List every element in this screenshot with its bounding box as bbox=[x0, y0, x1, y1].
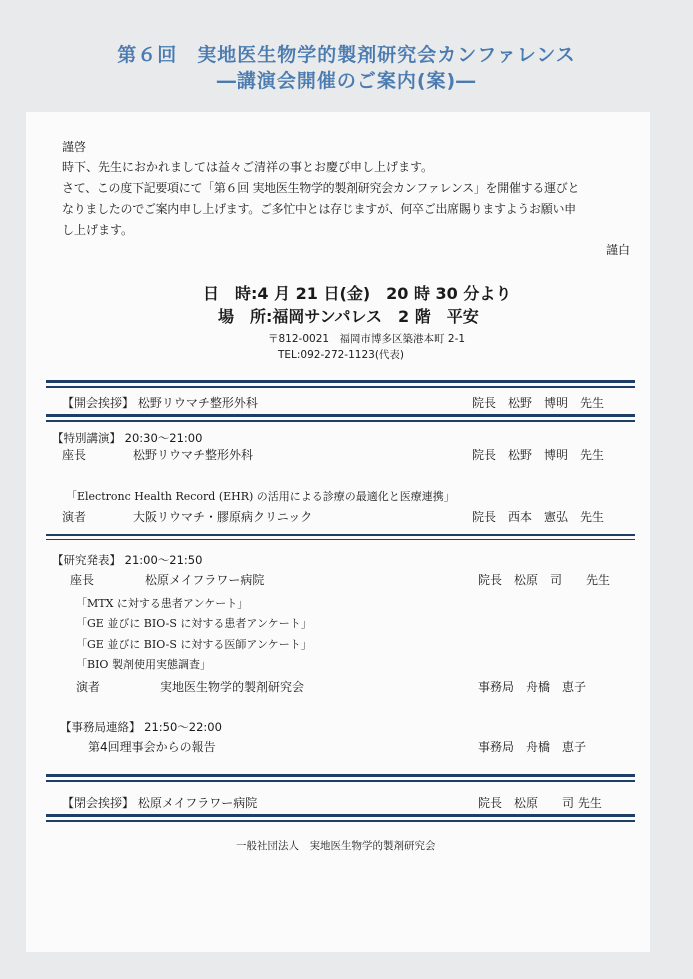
divider bbox=[46, 414, 635, 417]
special-topic: 「Electronc Health Record (EHR) の活用による診療の最適化と医療連携」 bbox=[66, 490, 455, 503]
special-chair-person: 院長 松野 博明 先生 bbox=[472, 448, 605, 462]
research-chair-org: 松原メイフラワー病院 bbox=[145, 573, 265, 587]
research-chair-person: 院長 松原 司 先生 bbox=[478, 573, 611, 587]
page-subtitle: ―講演会開催のご案内(案)― bbox=[216, 70, 477, 92]
letter-line: し上げます。 bbox=[62, 223, 134, 237]
opening-person: 院長 松野 博明 先生 bbox=[472, 396, 605, 410]
divider bbox=[46, 420, 635, 422]
divider bbox=[46, 534, 635, 536]
research-topic: 「GE 並びに BIO-S に対する医師アンケート」 bbox=[76, 638, 312, 651]
special-chair-role: 座長 bbox=[62, 448, 87, 462]
divider bbox=[46, 380, 635, 383]
letter-line: なりましたのでご案内申し上げます。ご多忙中とは存じますが、何卒ご出席賜りますようお願い申 bbox=[62, 202, 576, 216]
event-tel: TEL:092-272-1123(代表) bbox=[278, 349, 405, 361]
special-speaker-org: 大阪リウマチ・膠原病クリニック bbox=[133, 510, 313, 524]
special-speaker-role: 演者 bbox=[62, 510, 87, 524]
event-venue: 場 所:福岡サンパレス 2 階 平安 bbox=[218, 307, 479, 326]
research-topic: 「BIO 製剤使用実態調査」 bbox=[76, 658, 211, 671]
page-title: 第６回 実地医生物学的製剤研究会カンファレンス bbox=[117, 44, 576, 66]
special-chair-org: 松野リウマチ整形外科 bbox=[133, 448, 254, 462]
opening-label: 【開会挨拶】 松野リウマチ整形外科 bbox=[62, 396, 258, 410]
special-speaker-person: 院長 西本 憲弘 先生 bbox=[472, 510, 605, 524]
closing-label: 【閉会挨拶】 松原メイフラワー病院 bbox=[62, 796, 258, 810]
letter-line: 時下、先生におかれましては益々ご清祥の事とお慶び申し上げます。 bbox=[62, 160, 434, 174]
divider bbox=[46, 539, 635, 540]
divider bbox=[46, 780, 635, 782]
salutation: 謹啓 bbox=[62, 140, 87, 154]
office-item: 第4回理事会からの報告 bbox=[88, 740, 216, 754]
research-chair-role: 座長 bbox=[70, 573, 95, 587]
research-topic: 「GE 並びに BIO-S に対する患者アンケート」 bbox=[76, 617, 312, 630]
divider bbox=[46, 820, 635, 822]
event-datetime: 日 時:4 月 21 日(金) 20 時 30 分より bbox=[203, 284, 512, 303]
research-speaker-role: 演者 bbox=[76, 680, 101, 694]
research-speaker-person: 事務局 舟橋 恵子 bbox=[478, 680, 587, 694]
closing-salutation: 謹白 bbox=[606, 243, 631, 257]
document-page bbox=[26, 112, 650, 952]
letter-line: さて、この度下記要項にて「第６回 実地医生物学的製剤研究会カンファレンス」を開催する運びと bbox=[62, 181, 580, 195]
event-address: 〒812-0021 福岡市博多区築港本町 2-1 bbox=[268, 333, 466, 345]
footer-organization: 一般社団法人 実地医生物学的製剤研究会 bbox=[236, 840, 436, 852]
office-label: 【事務局連絡】 21:50～22:00 bbox=[60, 720, 222, 734]
research-label: 【研究発表】 21:00～21:50 bbox=[52, 553, 203, 567]
closing-person: 院長 松原 司 先生 bbox=[478, 796, 602, 810]
office-person: 事務局 舟橋 恵子 bbox=[478, 740, 587, 754]
research-topic: 「MTX に対する患者アンケート」 bbox=[76, 597, 249, 610]
special-label: 【特別講演】 20:30～21:00 bbox=[52, 431, 203, 445]
divider bbox=[46, 814, 635, 817]
research-speaker-org: 実地医生物学的製剤研究会 bbox=[160, 680, 305, 694]
divider bbox=[46, 774, 635, 777]
divider bbox=[46, 386, 635, 388]
